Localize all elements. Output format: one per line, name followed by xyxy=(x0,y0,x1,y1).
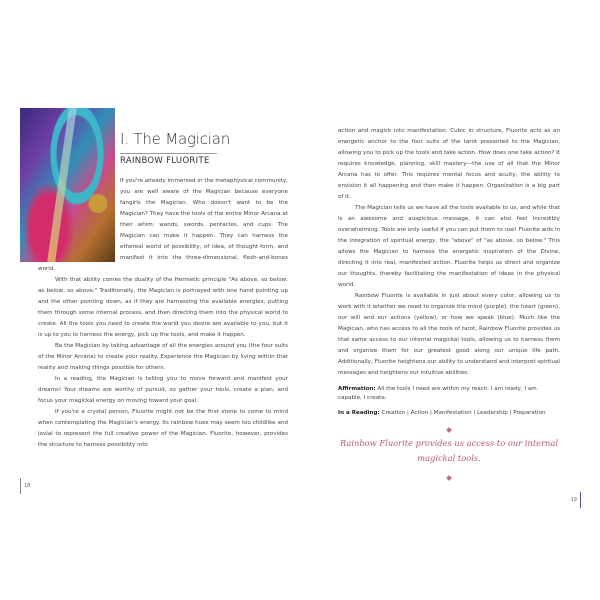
pull-quote: Rainbow Fluorite provides us access to our internal magickal tools. xyxy=(339,438,558,463)
page-number-right: 19 xyxy=(570,497,577,503)
paragraph: Be the Magician by taking advantage of all the energies around you (the four suits of the Minor Arcana) to create your reality. Experience the Magician by living within that reality and making things possible for others. xyxy=(38,343,288,371)
page-edge-marker xyxy=(20,478,21,494)
right-page xyxy=(338,126,577,508)
page-edge-marker xyxy=(580,492,581,508)
right-page-body xyxy=(338,126,560,379)
page-number-left: 18 xyxy=(24,483,31,489)
paragraph: With that ability comes the duality of the Hermetic principle "As above, so below; as below, so above." Traditionally, the Magician is portrayed with one hand pointing up and the other pointing down, as if they are harnessing the available energies, putting them through some internal process, and then directing them into the physical world to create. All the tools you need to create the world you desire are available to you, but it is up to you to harness the energy, pick up the tools, and make it happen. xyxy=(38,277,288,338)
chapter-subtitle: RAINBOW FLUORITE xyxy=(120,156,210,166)
left-page xyxy=(24,176,288,494)
title-divider xyxy=(120,153,217,154)
diamond-ornament-icon xyxy=(446,427,452,433)
left-page-footer xyxy=(20,470,288,494)
reading-keywords: Creation | Action | Manifestation | Leadership | Preparation xyxy=(381,410,546,416)
affirmation-text: All the tools I need are within my reach. I am ready, I am capable, I create. xyxy=(338,386,537,401)
chapter-title: I. The Magician xyxy=(120,130,231,148)
paragraph: The Magician tells us we have all the tools available to us, and while that is an awesome and auspicious message, it can also feel incredibly overwhelming. Tools are only useful if you can put them to use! Fluorite aids in the integration of spiritual energy, the "above" of "as above, so below." This allows the Magician to harness the energetic inspiration of the Divine, directing it into real, manifested action. Fluorite helps us direct and organize our thoughts, thereby facilitating the manifestation of ideas in the physical world. xyxy=(338,205,560,288)
right-page-footer xyxy=(338,484,581,508)
diamond-ornament-icon xyxy=(446,475,452,481)
paragraph: In a reading, the Magician is telling you to move forward and manifest your dreams! Your dreams are worthy of pursuit, so gather your tools, create a plan, and focus your magickal energy on moving toward your goal. xyxy=(38,376,288,404)
paragraph: If you're already immersed in the metaphysical community, you are well aware of the Magician because everyone fangirls the Magician. Who doesn't want to be the Magician? They have the tools of the entire Minor Arcana at their whim: wands, swords, pentacles, and cups. The Magician can make it happen. They can harness the ethereal world of possibility, of idea, of thought-form, and manifest it into the three-dimensional, flesh-and-bones world. xyxy=(38,178,288,272)
in-a-reading xyxy=(338,409,560,418)
paragraph: action and magick into manifestation. Cubic in structure, Fluorite acts as an energetic anchor to the four suits of the tarot presented to the Magician, allowing you to pick up the tools and take action. How does one take action? It requires knowledge, planning, skill mastery—the use of all that the Minor Arcana has to offer. This requires mental focus and acuity, the ability to envision it all happening and then make it happen. Organization is a big part of it. xyxy=(338,128,560,200)
left-page-body xyxy=(38,176,288,451)
reading-label: In a Reading: xyxy=(338,410,380,416)
paragraph: Rainbow Fluorite is available in just about every color, allowing us to work with it whether we need to organize the mind (purple), the heart (green), our will and our actions (yellow), or how we speak (blue). Much like the Magician, who has access to all the tools of tarot, Rainbow Fluorite provides us that same access to our internal magickal tools, allowing us to harness them and organize them for our greatest good along our unique life path. Additionally, Fluorite heightens our ability to understand and interpret spiritual messages and heightens our intuitive abilities. xyxy=(338,293,560,376)
affirmation xyxy=(338,385,560,403)
paragraph: If you're a crystal person, Fluorite might not be the first stone to come to mind when contemplating the Magician's energy. Its rainbow hues may seem too childlike and jovial to represent the full creative power of the Magician. Fluorite, however, provides the structure to harness possibility into xyxy=(38,409,288,448)
affirmation-label: Affirmation: xyxy=(338,386,376,392)
